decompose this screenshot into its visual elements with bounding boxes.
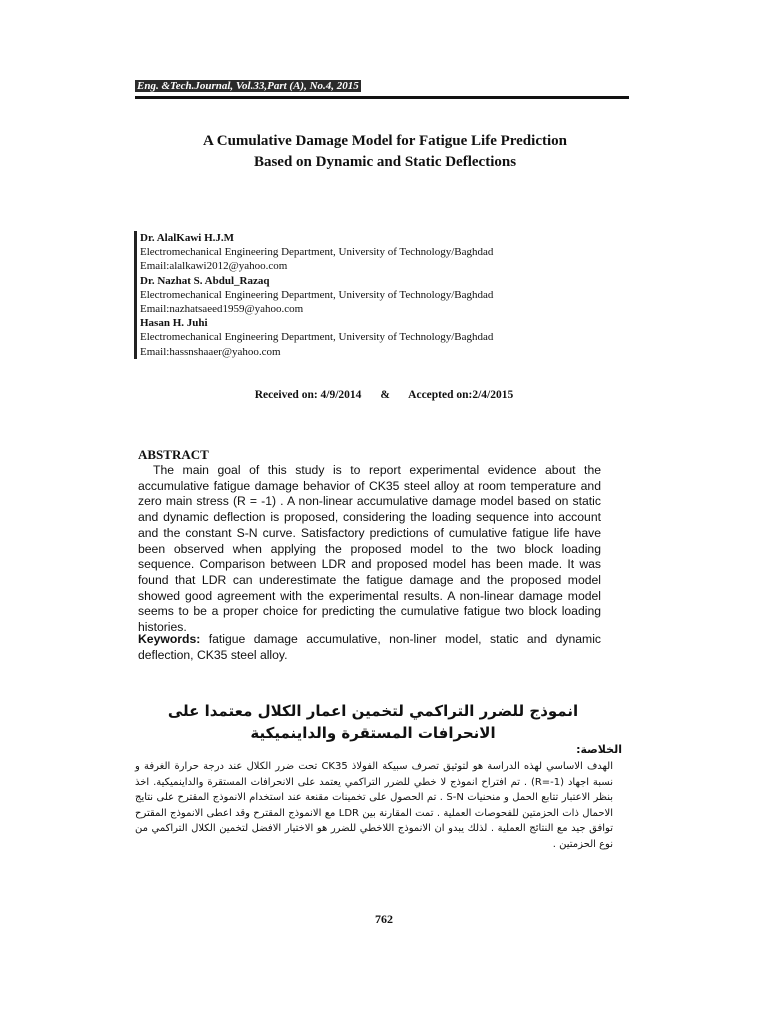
page-number: 762 xyxy=(375,912,393,926)
header-rule xyxy=(135,96,629,99)
paper-title-line-2: Based on Dynamic and Static Deflections xyxy=(253,154,517,170)
author-affiliation: Electromechanical Engineering Department, University of Technology/Baghdad xyxy=(140,246,494,259)
keywords-text: fatigue damage accumulative, non-liner model, static and dynamic deflection, CK35 steel alloy. xyxy=(138,632,601,662)
accepted-date: Accepted on:2/4/2015 xyxy=(408,389,514,401)
keywords-label: Keywords: xyxy=(138,632,201,646)
author-email: Email:hassnshaaer@yahoo.com xyxy=(140,345,281,358)
journal-header xyxy=(135,80,361,92)
date-separator: & xyxy=(380,389,390,401)
author-email: Email:nazhatsaeed1959@yahoo.com xyxy=(140,303,304,316)
abstract-body: The main goal of this study is to report experimental evidence about the accumulative fatigue damage behavior of CK35 steel alloy at room temperature and zero main stress (R = -1) . A non-linear accumulative damage model based on static and dynamic deflection is proposed, considering the loading sequence into account and the constant S-N curve. Satisfactory predictions of cumulative fatigue life have been observed when applying the proposed model to the two block loading sequence. Comparison between LDR and proposed model has been made. It was found that LDR can underestimate the fatigue damage and the proposed model showed good agreement with the experimental results. A non-linear damage model seems to be a proper choice for predicting the cumulative fatigue two block loading histories. xyxy=(138,463,601,635)
arabic-abstract-body: الهدف الاساسي لهذه الدراسة هو لتوثيق تصرف سبيكة الفولاذ CK35 تحت ضرر الكلال عند درجة حرارة الغرفة و نسبة اجهاد (R=-1) . تم افتراح انموذج لا خطي للضرر التراكمي يعتمد على الانحرافات المستقرة والداينميكية. اخذ بنظر الاعتبار تتابع الحمل و منحنيات S-N . تم الحصول على تخمينات مقنعة عند استخدام الانموذج المقترح على نتايج الاحمال ذات الحزمتين للفحوصات العملية . تمت المقارنة بين LDR مع الانموذج المقترح وقد اعطى الانموذج المقترح توافق جيد مع النتائج العملية . لذلك يبدو ان الانموذج اللاخطي للضرر هو الاختيار الافضل لتخمين الكلال التراكمي من نوع الحزمتين . xyxy=(135,761,613,850)
author-name: Dr. AlalKawi H.J.M xyxy=(140,232,235,244)
author-email: Email:alalkawi2012@yahoo.com xyxy=(140,260,288,273)
submission-dates xyxy=(0,389,768,401)
author-affiliation: Electromechanical Engineering Department, University of Technology/Baghdad xyxy=(140,288,494,301)
paper-title xyxy=(120,131,650,173)
arabic-summary-label: الخلاصة: xyxy=(576,743,622,756)
abstract-heading: ABSTRACT xyxy=(138,447,209,462)
author-block xyxy=(134,231,640,359)
arabic-title: انموذج للضرر التراكمي لتخمين اعمار الكلال معتمدا على الانحرافات المستقرة والداينميكية xyxy=(167,702,579,742)
keywords xyxy=(138,632,601,663)
author-affiliation: Electromechanical Engineering Department, University of Technology/Baghdad xyxy=(140,331,494,344)
author-name: Hasan H. Juhi xyxy=(140,317,208,330)
author-name: Dr. Nazhat S. Abdul_Razaq xyxy=(140,274,270,287)
paper-title-line-1: A Cumulative Damage Model for Fatigue Life Prediction xyxy=(203,133,567,149)
received-date: Received on: 4/9/2014 xyxy=(254,389,362,401)
journal-citation: Eng. &Tech.Journal, Vol.33,Part (A), No.4, 2015 xyxy=(137,80,359,92)
